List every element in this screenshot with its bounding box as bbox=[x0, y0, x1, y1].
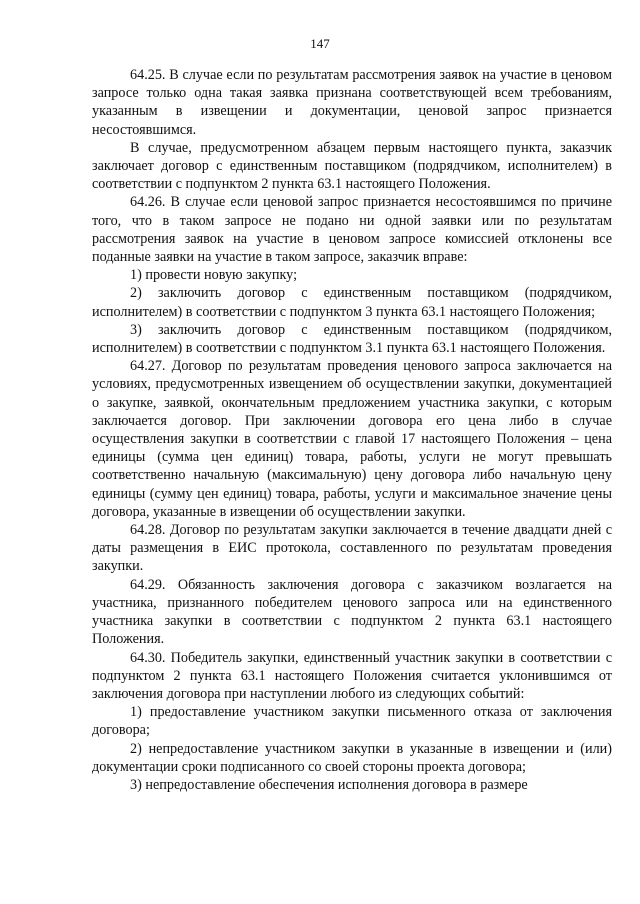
paragraph-64-26: 64.26. В случае если ценовой запрос признается несостоявшимся по причине того, что в таком запросе не подано ни одной заявки или по результатам рассмотрения заявок на участие в ценовом запросе комиссией отклонены все поданные заявки на участие в таком запросе, заказчик вправе: bbox=[92, 194, 612, 266]
list-item-64-30-3: 3) непредоставление обеспечения исполнения договора в размере bbox=[130, 776, 528, 793]
list-item-64-26-1: 1) провести новую закупку; bbox=[130, 267, 298, 284]
list-item-64-26-3: 3) заключить договор с единственным поставщиком (подрядчиком, исполнителем) в соответствии с подпунктом 3.1 пункта 63.1 настоящего Положения. bbox=[92, 321, 612, 357]
list-item-64-26-2: 2) заключить договор с единственным поставщиком (подрядчиком, исполнителем) в соответствии с подпунктом 3 пункта 63.1 настоящего Положения; bbox=[92, 285, 612, 320]
page-number: 147 bbox=[310, 36, 330, 51]
list-item-64-30-1: 1) предоставление участником закупки письменного отказа от заключения договора; bbox=[92, 704, 612, 739]
list-item-64-30-2: 2) непредоставление участником закупки в указанные в извещении и (или) документации сроки подписанного со своей стороны проекта договора; bbox=[92, 740, 612, 775]
paragraph-64-25: 64.25. В случае если по результатам рассмотрения заявок на участие в ценовом запросе только одна такая заявка признана соответствующей всем требованиям, указанным в извещении и документации, ценовой запрос признается несостоявшимся. bbox=[92, 67, 612, 138]
page-body bbox=[92, 66, 612, 794]
paragraph-64-28: 64.28. Договор по результатам закупки заключается в течение двадцати дней с даты размещения в ЕИС протокола, составленного по результатам проведения закупки. bbox=[92, 522, 612, 575]
paragraph-64-27: 64.27. Договор по результатам проведения ценового запроса заключается на условиях, предусмотренных извещением об осуществлении закупки, документацией о закупке, заявкой, окончательным предложением участника закупки, с которым заключается договор. При заключении договора его цена либо в случае осуществления закупки в соответствии с главой 17 настоящего Положения – цена единицы (сумма цен единиц) товара, работы, услуги не могут превышать соответственно начальную (максимальную) цену договора либо начальную цену единицы (сумму цен единиц) товара, работы, услуги и максимальное значение цены договора, указанные в извещении об осуществлении закупки. bbox=[92, 358, 612, 520]
paragraph-64-29: 64.29. Обязанность заключения договора с заказчиком возлагается на участника, признанного победителем ценового запроса или на единственного участника закупки в соответствии с подпунктом 2 пункта 63.1 настоящего Положения. bbox=[92, 576, 612, 648]
paragraph-64-25-second: В случае, предусмотренном абзацем первым настоящего пункта, заказчик заключает договор с единственным поставщиком (подрядчиком, исполнителем) в соответствии с подпунктом 2 пункта 63.1 настоящего Положения. bbox=[92, 139, 612, 193]
paragraph-64-30: 64.30. Победитель закупки, единственный участник закупки в соответствии с подпунктом 2 пункта 63.1 настоящего Положения считается уклонившимся от заключения договора при наступлении любого из следующих событий: bbox=[92, 649, 612, 702]
